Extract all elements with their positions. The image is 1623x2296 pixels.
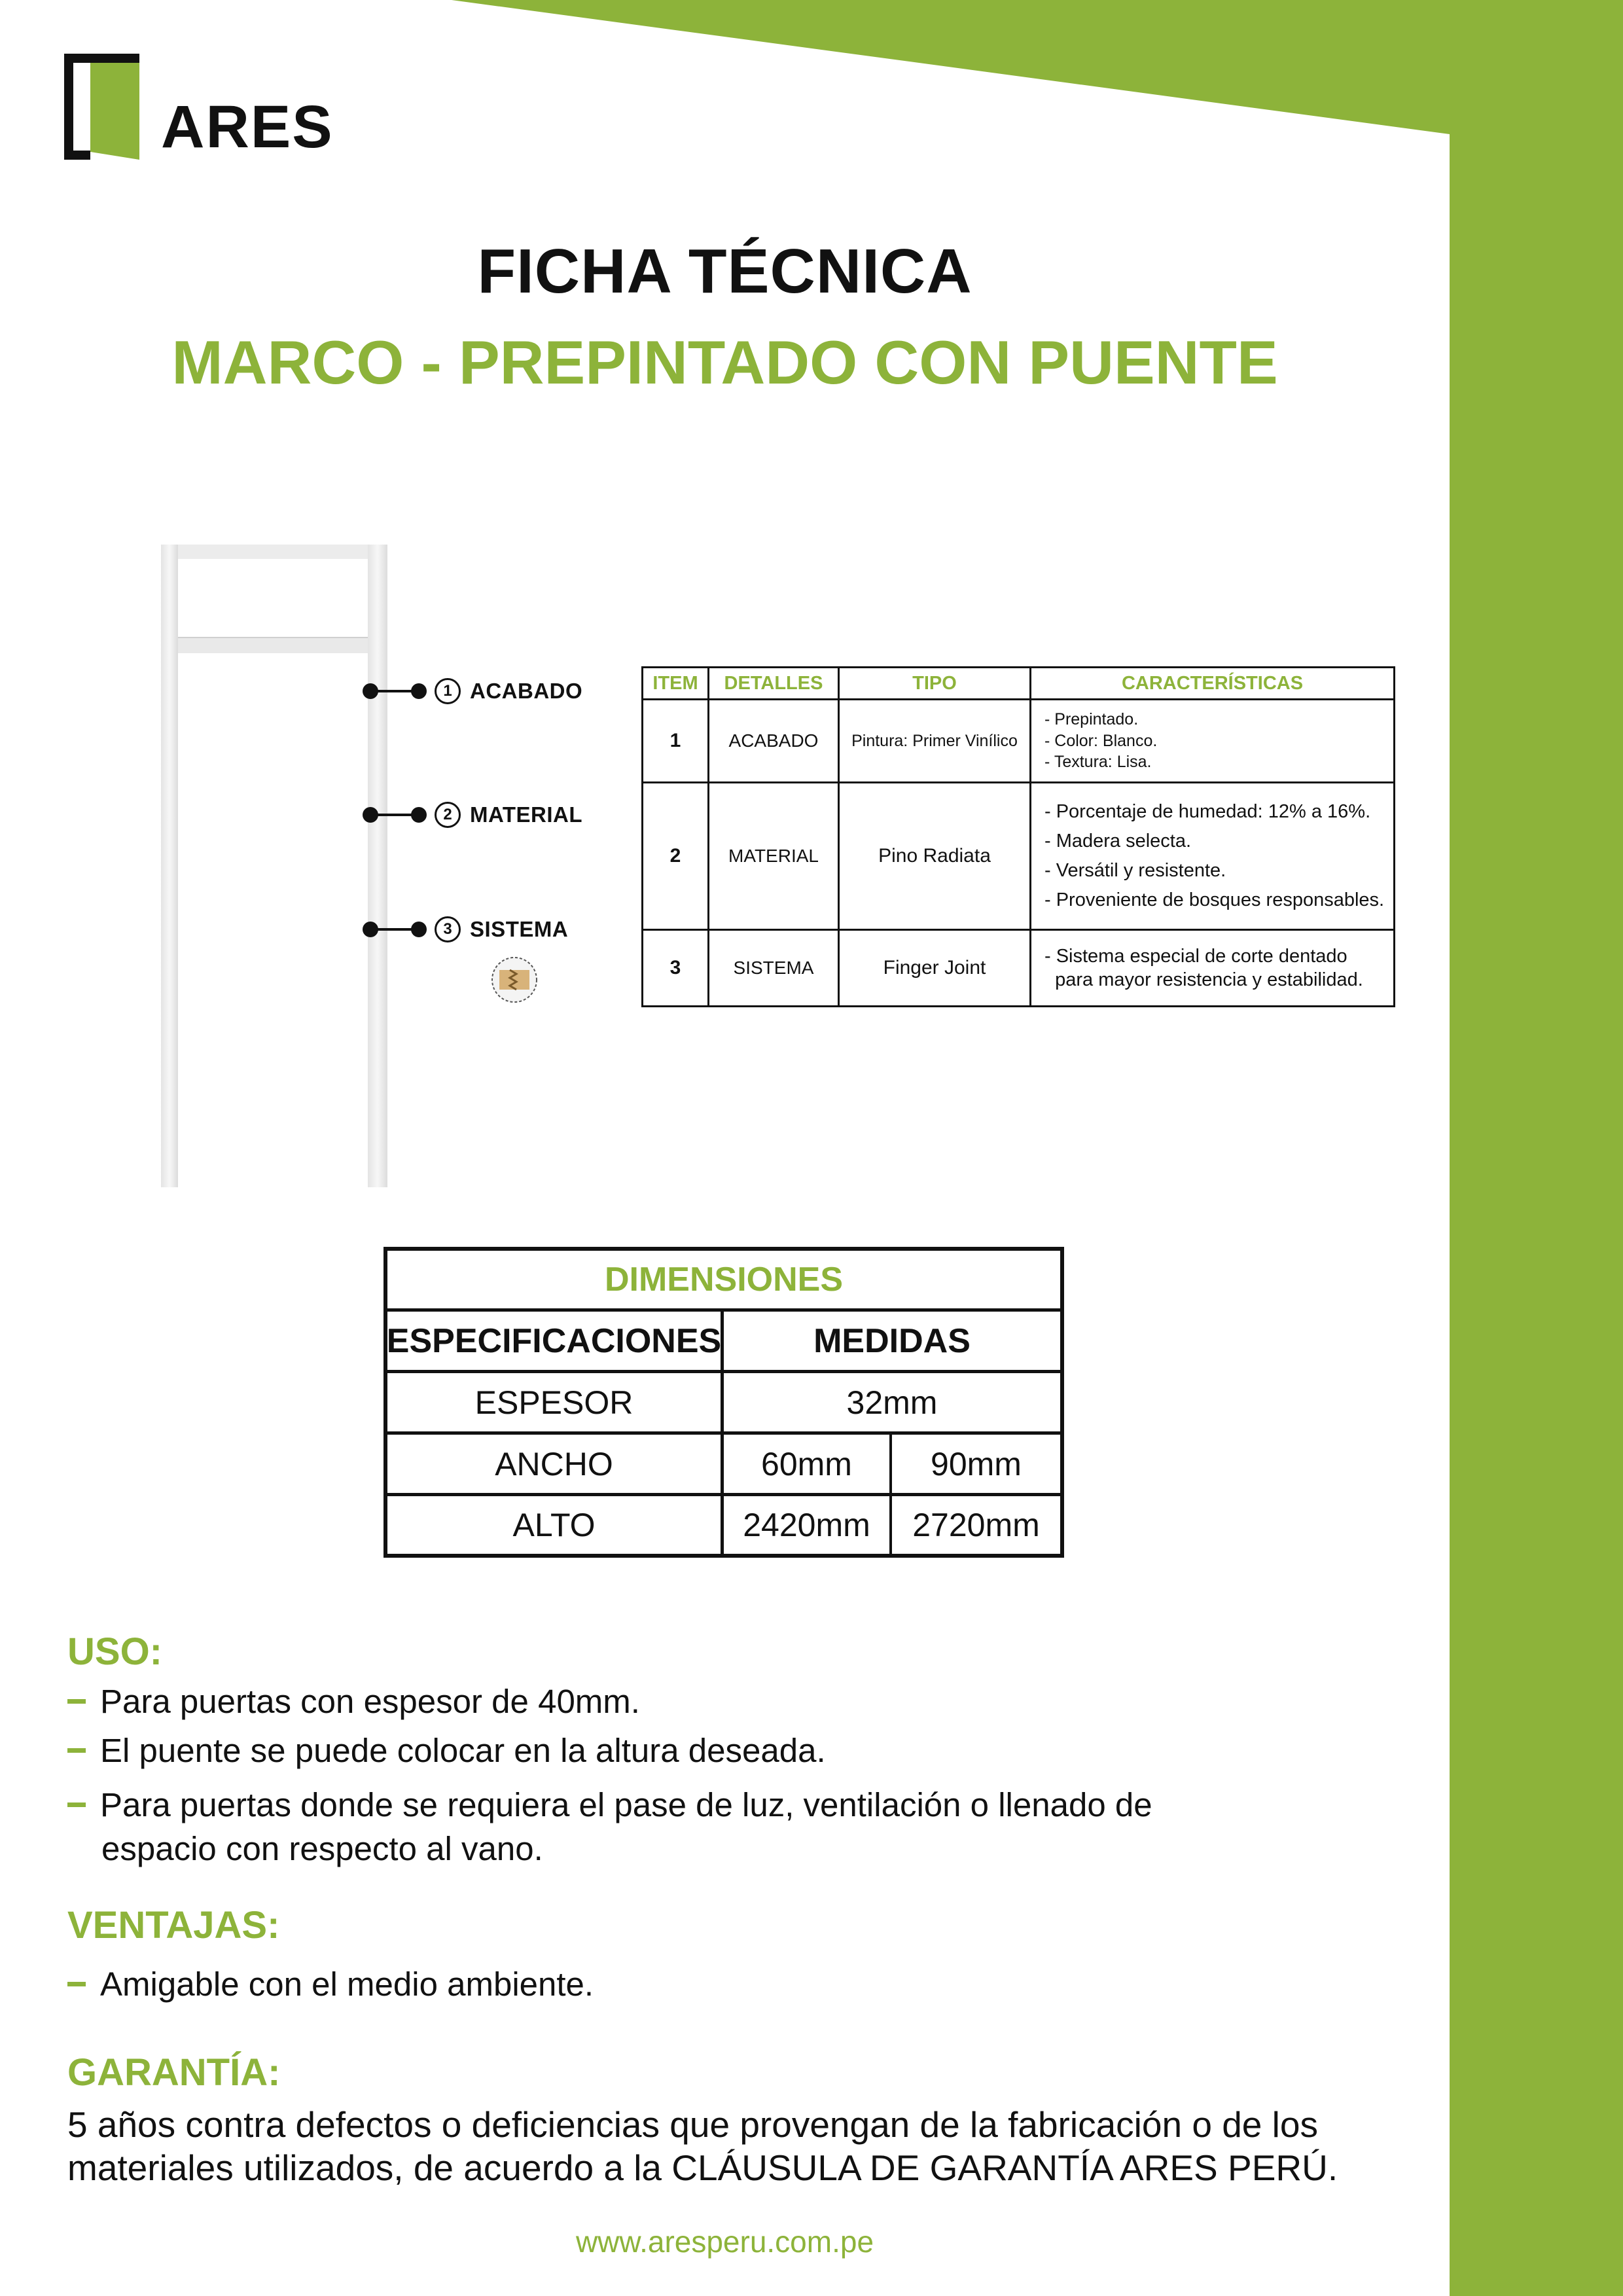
technical-items-table — [641, 666, 1395, 1007]
footer-website-link[interactable]: www.aresperu.com.pe — [575, 2225, 874, 2259]
list-item — [67, 1682, 640, 1721]
dimensions-table — [383, 1247, 1064, 1558]
callout-pointer — [368, 928, 421, 931]
list-item — [67, 1731, 826, 1770]
list-item — [67, 1965, 594, 2003]
bullet-dash — [67, 1699, 86, 1704]
dimensions-title-row — [387, 1251, 1060, 1312]
callout-acabado — [368, 672, 582, 711]
bullet-dash — [67, 1982, 86, 1986]
ventajas-heading: VENTAJAS: — [67, 1904, 280, 1946]
door-logo-icon — [64, 54, 139, 160]
uso-text: Para puertas con espesor de 40mm. — [100, 1683, 640, 1720]
spec-label: ANCHO — [387, 1435, 724, 1493]
bullet-dash — [67, 1748, 86, 1753]
item-tipo: Finger Joint — [839, 930, 1031, 1007]
callout-pointer — [368, 690, 421, 692]
uso-text: espacio con respecto al vano. — [101, 1830, 543, 1867]
list-item — [67, 1785, 1152, 1824]
garantia-text — [67, 2103, 1409, 2189]
caracteristica-line: - Proveniente de bosques responsables. — [1044, 889, 1385, 910]
item-number: 2 — [643, 783, 709, 930]
ventajas-text: Amigable con el medio ambiente. — [100, 1965, 594, 2003]
garantia-line: materiales utilizados, de acuerdo a la CLÁUSULA DE GARANTÍA ARES PERÚ. — [67, 2147, 1338, 2188]
item-caracteristicas — [1031, 783, 1395, 930]
finger-joint-icon — [490, 956, 539, 1004]
callout-number: 2 — [435, 802, 461, 828]
table-row — [643, 700, 1395, 783]
uso-text: El puente se puede colocar en la altura deseada. — [100, 1732, 826, 1769]
caracteristica-line: - Versátil y resistente. — [1044, 860, 1226, 881]
callout-label: SISTEMA — [470, 917, 569, 941]
header-especificaciones: ESPECIFICACIONES — [387, 1312, 724, 1370]
table-header-row — [643, 668, 1395, 700]
header-item: ITEM — [643, 668, 709, 700]
item-caracteristicas — [1031, 700, 1395, 783]
item-number: 3 — [643, 930, 709, 1007]
callout-label: MATERIAL — [470, 802, 583, 827]
item-detalle: ACABADO — [709, 700, 839, 783]
table-row — [387, 1496, 1060, 1554]
caracteristica-line: - Madera selecta. — [1044, 831, 1192, 852]
spec-value: 2420mm — [724, 1496, 892, 1554]
dimensions-title-text: DIMENSIONES — [604, 1261, 844, 1299]
table-row — [643, 783, 1395, 930]
caracteristica-line: para mayor resistencia y estabilidad. — [1044, 969, 1363, 990]
garantia-heading: GARANTÍA: — [67, 2051, 281, 2094]
spec-value: 60mm — [724, 1435, 892, 1493]
spec-label: ESPESOR — [387, 1373, 724, 1431]
caracteristica-line: - Sistema especial de corte dentado — [1044, 945, 1347, 967]
brand-logo — [64, 54, 339, 165]
header-caracteristicas: CARACTERÍSTICAS — [1031, 668, 1395, 700]
brand-name: ARES — [161, 94, 334, 160]
list-item-continuation — [67, 1829, 543, 1868]
garantia-line: 5 años contra defectos o deficiencias que provengan de la fabricación o de los — [67, 2104, 1318, 2145]
item-caracteristicas — [1031, 930, 1395, 1007]
item-detalle: SISTEMA — [709, 930, 839, 1007]
caracteristica-line: - Color: Blanco. — [1044, 731, 1158, 750]
item-detalle: MATERIAL — [709, 783, 839, 930]
item-number: 1 — [643, 700, 709, 783]
callout-pointer — [368, 814, 421, 816]
item-tipo: Pino Radiata — [839, 783, 1031, 930]
callout-number: 3 — [435, 916, 461, 942]
callout-number: 1 — [435, 678, 461, 704]
caracteristica-line: - Porcentaje de humedad: 12% a 16%. — [1044, 801, 1371, 823]
uso-heading: USO: — [67, 1630, 162, 1673]
caracteristica-line: - Prepintado. — [1044, 710, 1139, 729]
caracteristica-line: - Textura: Lisa. — [1044, 753, 1152, 772]
page-title: FICHA TÉCNICA — [477, 236, 972, 306]
dimensions-header-row — [387, 1312, 1060, 1373]
page-subtitle: MARCO - PREPINTADO CON PUENTE — [171, 328, 1278, 397]
callout-sistema — [368, 910, 568, 949]
bullet-dash — [67, 1803, 86, 1807]
header-tipo: TIPO — [839, 668, 1031, 700]
item-tipo: Pintura: Primer Vinílico — [839, 700, 1031, 783]
dimensions-title — [387, 1251, 1060, 1308]
header-medidas: MEDIDAS — [813, 1321, 971, 1360]
header-detalles: DETALLES — [709, 668, 839, 700]
table-row — [643, 930, 1395, 1007]
door-frame-drawing — [161, 545, 387, 1187]
table-row — [387, 1435, 1060, 1496]
spec-value: 2720mm — [912, 1507, 1040, 1543]
callout-material — [368, 795, 582, 834]
spec-value: 90mm — [931, 1445, 1022, 1482]
uso-text: Para puertas donde se requiera el pase de luz, ventilación o llenado de — [100, 1786, 1152, 1823]
decorative-green-sidebar — [1450, 0, 1623, 2296]
callout-label: ACABADO — [470, 679, 583, 703]
table-row — [387, 1373, 1060, 1435]
spec-value: 32mm — [846, 1384, 938, 1421]
spec-label: ALTO — [387, 1496, 724, 1554]
